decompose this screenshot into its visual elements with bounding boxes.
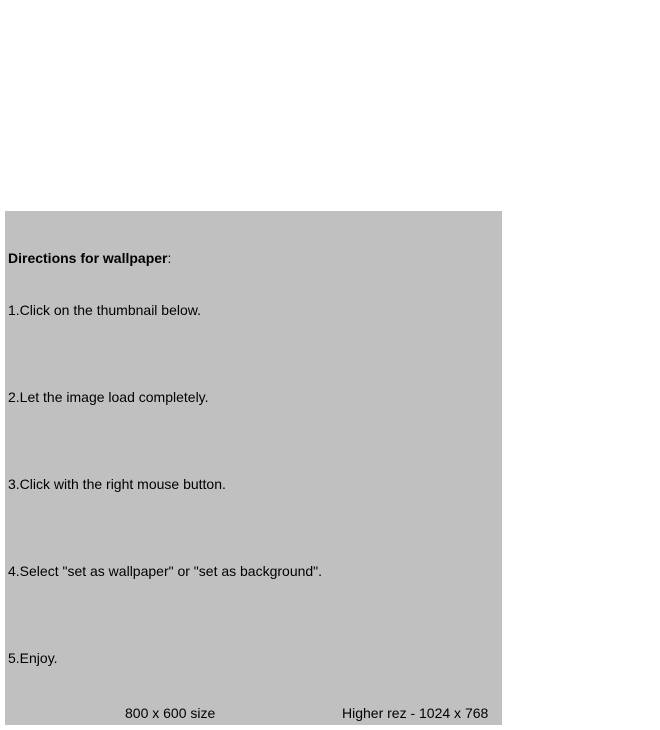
direction-step-3: 3.Click with the right mouse button.: [8, 476, 226, 492]
direction-step-1: 1.Click on the thumbnail below.: [8, 302, 201, 318]
directions-heading-text: Directions for wallpaper: [8, 250, 168, 266]
direction-step-2: 2.Let the image load completely.: [8, 389, 209, 405]
direction-step-5: 5.Enjoy.: [8, 650, 58, 666]
wallpaper-directions-panel: [5, 211, 502, 725]
direction-step-4: 4.Select "set as wallpaper" or "set as background".: [8, 563, 323, 579]
directions-heading: [8, 249, 171, 267]
wallpaper-800x600-link[interactable]: 800 x 600 size: [125, 705, 216, 721]
directions-heading-colon: :: [167, 250, 172, 266]
wallpaper-1024x768-link[interactable]: Higher rez - 1024 x 768: [342, 705, 489, 721]
